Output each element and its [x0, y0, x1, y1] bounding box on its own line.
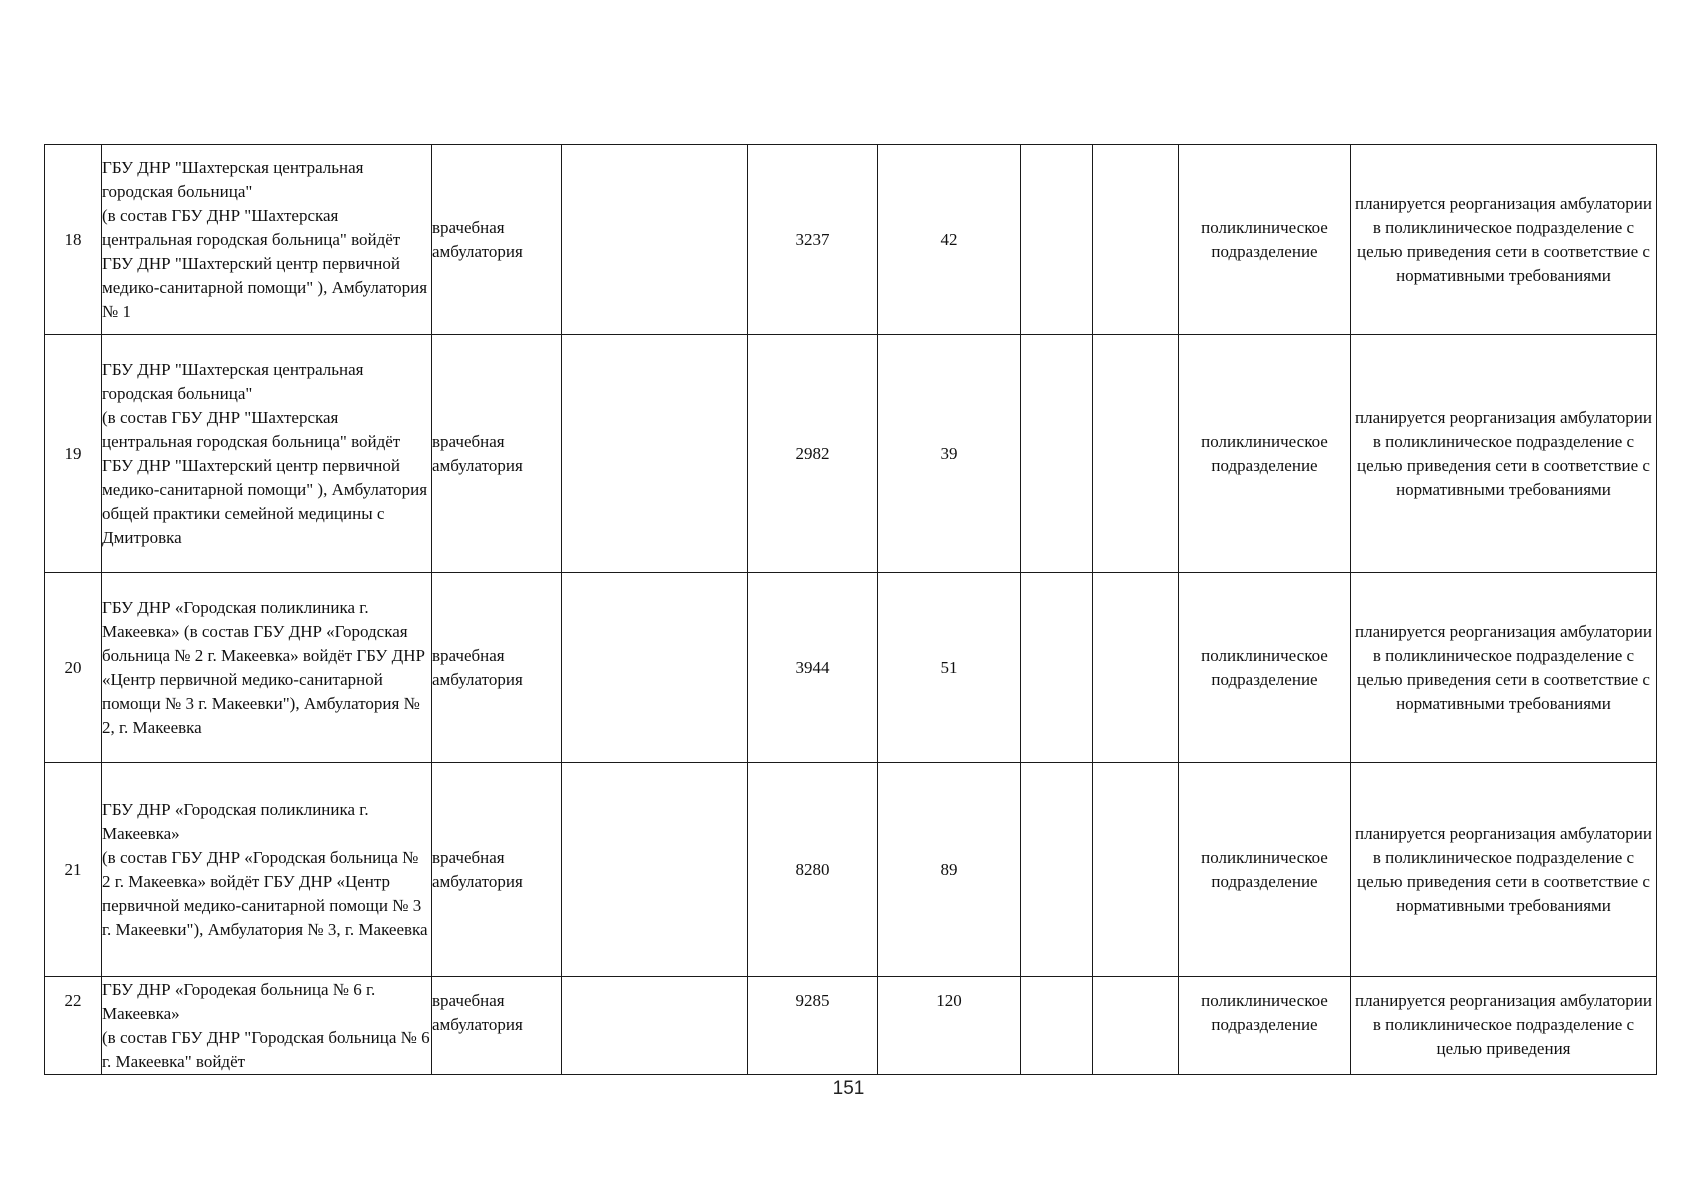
table-row	[45, 763, 1657, 977]
planned-subdivision: поликлиническое подразделение	[1179, 977, 1351, 1075]
row-number: 20	[45, 573, 102, 763]
value-cell-1: 3237	[748, 145, 878, 335]
row-number: 22	[45, 977, 102, 1075]
note-cell: планируется реорганизация амбулатории в поликлиническое подразделение с целью приведения сети в соответствие с нормативными требованиями	[1351, 763, 1657, 977]
empty-cell	[562, 763, 748, 977]
facilities-table	[44, 144, 1657, 1075]
row-number: 18	[45, 145, 102, 335]
row-number: 19	[45, 335, 102, 573]
page-number: 151	[832, 1078, 865, 1099]
note-cell: планируется реорганизация амбулатории в поликлиническое подразделение с целью приведения сети в соответствие с нормативными требованиями	[1351, 335, 1657, 573]
planned-subdivision: поликлиническое подразделение	[1179, 335, 1351, 573]
empty-cell	[1093, 573, 1179, 763]
row-number: 21	[45, 763, 102, 977]
empty-cell	[562, 573, 748, 763]
facility-type: врачебная амбулатория	[432, 763, 562, 977]
facility-type: врачебная амбулатория	[432, 145, 562, 335]
value-cell-1: 3944	[748, 573, 878, 763]
empty-cell	[1093, 977, 1179, 1075]
planned-subdivision: поликлиническое подразделение	[1179, 573, 1351, 763]
note-cell: планируется реорганизация амбулатории в поликлиническое подразделение с целью приведения	[1351, 977, 1657, 1075]
empty-cell	[562, 977, 748, 1075]
empty-cell	[1093, 335, 1179, 573]
planned-subdivision: поликлиническое подразделение	[1179, 763, 1351, 977]
empty-cell	[1021, 763, 1093, 977]
table-row	[45, 977, 1657, 1075]
institution-name: ГБУ ДНР «Городекая больница № 6 г. Макеевка» (в состав ГБУ ДНР "Городская больница № 6 г. Макеевка" войдёт	[102, 977, 432, 1075]
table-row	[45, 145, 1657, 335]
note-cell: планируется реорганизация амбулатории в поликлиническое подразделение с целью приведения сети в соответствие с нормативными требованиями	[1351, 573, 1657, 763]
institution-name: ГБУ ДНР "Шахтерская центральная городская больница" (в состав ГБУ ДНР "Шахтерская центральная городская больница" войдёт ГБУ ДНР "Шахтерский центр первичной медико-санитарной помощи" ), Амбулатория общей практики семейной медицины с Дмитровка	[102, 335, 432, 573]
value-cell-2: 120	[878, 977, 1021, 1075]
institution-name: ГБУ ДНР «Городская поликлиника г. Макеевка» (в состав ГБУ ДНР «Городская больница № 2 г. Макеевка» войдёт ГБУ ДНР «Центр первичной медико-санитарной помощи № 3 г. Макеевки"), Амбулатория № 3, г. Макеевка	[102, 763, 432, 977]
empty-cell	[1021, 145, 1093, 335]
empty-cell	[562, 145, 748, 335]
table-row	[45, 573, 1657, 763]
facility-type: врачебная амбулатория	[432, 977, 562, 1075]
value-cell-1: 8280	[748, 763, 878, 977]
empty-cell	[1093, 145, 1179, 335]
empty-cell	[1093, 763, 1179, 977]
empty-cell	[562, 335, 748, 573]
table-row	[45, 335, 1657, 573]
facility-type: врачебная амбулатория	[432, 335, 562, 573]
value-cell-2: 42	[878, 145, 1021, 335]
note-cell: планируется реорганизация амбулатории в поликлиническое подразделение с целью приведения сети в соответствие с нормативными требованиями	[1351, 145, 1657, 335]
value-cell-2: 89	[878, 763, 1021, 977]
value-cell-1: 2982	[748, 335, 878, 573]
empty-cell	[1021, 977, 1093, 1075]
value-cell-2: 39	[878, 335, 1021, 573]
value-cell-1: 9285	[748, 977, 878, 1075]
institution-name: ГБУ ДНР «Городская поликлиника г. Макеевка» (в состав ГБУ ДНР «Городская больница № 2 г. Макеевка» войдёт ГБУ ДНР «Центр первичной медико-санитарной помощи № 3 г. Макеевки"), Амбулатория № 2, г. Макеевка	[102, 573, 432, 763]
planned-subdivision: поликлиническое подразделение	[1179, 145, 1351, 335]
empty-cell	[1021, 573, 1093, 763]
value-cell-2: 51	[878, 573, 1021, 763]
facility-type: врачебная амбулатория	[432, 573, 562, 763]
empty-cell	[1021, 335, 1093, 573]
institution-name: ГБУ ДНР "Шахтерская центральная городская больница" (в состав ГБУ ДНР "Шахтерская центральная городская больница" войдёт ГБУ ДНР "Шахтерский центр первичной медико-санитарной помощи" ), Амбулатория № 1	[102, 145, 432, 335]
